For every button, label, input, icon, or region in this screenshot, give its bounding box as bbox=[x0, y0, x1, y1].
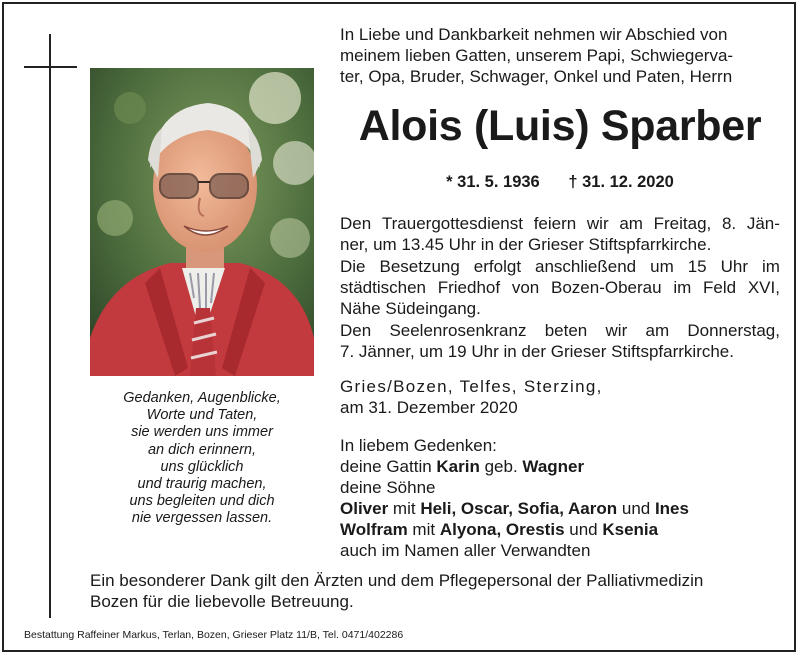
place-and-date bbox=[340, 376, 603, 418]
birth-date: * 31. 5. 1936 bbox=[446, 173, 540, 191]
intro-text bbox=[340, 24, 780, 87]
justified-line: Den Seelenrosenkranz beten wir am Donnerstag, bbox=[340, 321, 780, 340]
life-dates bbox=[340, 171, 780, 193]
wife-line: deine Gattin Karin geb. Wagner bbox=[340, 457, 585, 476]
poem-line: an dich erinnern, bbox=[147, 441, 256, 458]
relatives-line: auch im Namen aller Verwandten bbox=[340, 541, 591, 560]
thanks-line: Ein besonderer Dank gilt den Ärzten und dem Pflegepersonal der Palliativmedizin bbox=[90, 571, 704, 590]
poem-line: Worte und Taten, bbox=[146, 407, 258, 424]
poem-line: sie werden uns immer bbox=[131, 424, 273, 441]
sons-label: deine Söhne bbox=[340, 478, 436, 497]
portrait-photo bbox=[90, 68, 314, 376]
intro-line: In Liebe und Dankbarkeit nehmen wir Abschied von bbox=[340, 25, 728, 44]
thanks-text bbox=[90, 570, 780, 612]
poem-line: nie vergessen lassen. bbox=[131, 510, 273, 527]
intro-line: ter, Opa, Bruder, Schwager, Onkel und Paten, Herrn bbox=[340, 67, 733, 86]
funeral-service-paragraph bbox=[340, 213, 780, 255]
son-line: Oliver mit Heli, Oscar, Sofia, Aaron und Ines bbox=[340, 499, 689, 518]
date-line: am 31. Dezember 2020 bbox=[340, 398, 518, 417]
towns-line: Gries/Bozen, Telfes, Sterzing, bbox=[340, 377, 603, 396]
funeral-home-footer: Bestattung Raffeiner Markus, Terlan, Bozen, Grieser Platz 11/B, Tel. 0471/402286 bbox=[24, 629, 404, 641]
poem-line: Gedanken, Augenblicke, bbox=[123, 390, 281, 406]
poem-line: uns glücklich bbox=[160, 458, 244, 475]
poem-line: uns begleiten und dich bbox=[129, 493, 275, 510]
poem-line: und traurig machen, bbox=[137, 476, 267, 493]
paragraph-line: ner, um 13.45 Uhr in der Grieser Stiftspfarrkirche. bbox=[340, 235, 712, 254]
justified-line: städtischen Friedhof von Bozen-Oberau im Feld XVI, bbox=[340, 278, 780, 297]
paragraph-line: Nähe Südeingang. bbox=[340, 299, 481, 318]
mourners-heading: In liebem Gedenken: bbox=[340, 436, 497, 455]
intro-line: meinem lieben Gatten, unserem Papi, Schwiegerva- bbox=[340, 46, 734, 65]
cross-icon bbox=[49, 34, 51, 618]
burial-paragraph bbox=[340, 256, 780, 319]
rosary-paragraph bbox=[340, 320, 780, 362]
thanks-line: Bozen für die liebevolle Betreuung. bbox=[90, 592, 354, 611]
mourners-list bbox=[340, 435, 689, 561]
paragraph-line: 7. Jänner, um 19 Uhr in der Grieser Stiftspfarrkirche. bbox=[340, 342, 734, 361]
son-line: Wolfram mit Alyona, Orestis und Ksenia bbox=[340, 520, 659, 539]
death-date: † 31. 12. 2020 bbox=[568, 173, 674, 191]
memorial-poem bbox=[90, 390, 314, 528]
justified-line: Den Trauergottesdienst feiern wir am Freitag, 8. Jän- bbox=[340, 214, 780, 233]
justified-line: Die Besetzung erfolgt anschließend um 15 Uhr im bbox=[340, 257, 780, 276]
cross-icon-bar bbox=[24, 66, 77, 68]
deceased-name: Alois (Luis) Sparber bbox=[358, 102, 762, 150]
